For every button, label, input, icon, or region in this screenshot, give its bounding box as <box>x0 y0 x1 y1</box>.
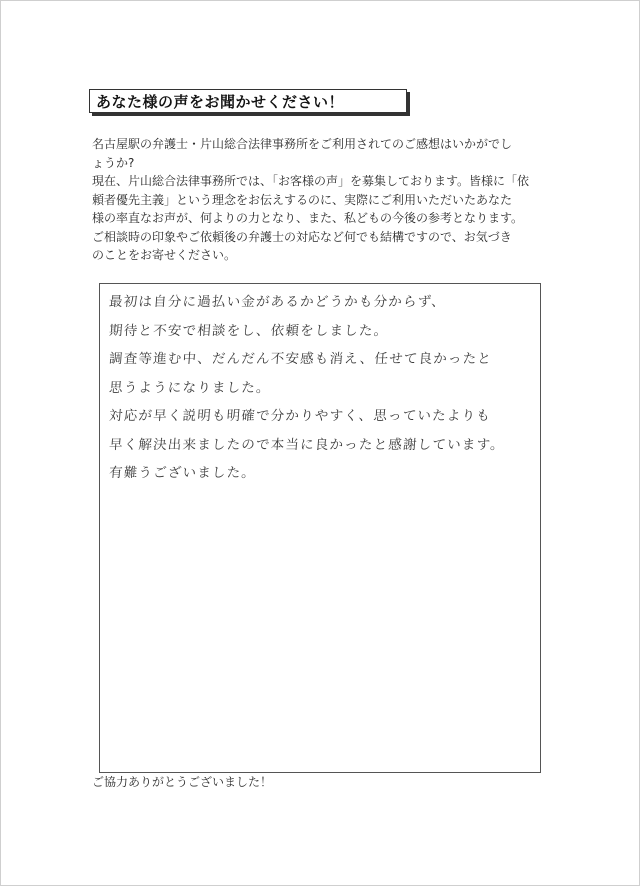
intro-line: ょうか? <box>92 155 135 170</box>
handwritten-line: 対応が早く説明も明確で分かりやすく、思っていたよりも <box>108 408 492 424</box>
closing-note: ご協力ありがとうございました！ <box>92 775 273 789</box>
handwritten-line: 最初は自分に過払い金があるかどうかも分からず、 <box>108 294 447 310</box>
handwritten-line: 早く解決出来ましたので本当に良かったと感謝しています。 <box>108 436 506 453</box>
handwritten-comment <box>109 288 535 488</box>
intro-line: ご相談時の印象やご依頼後の弁護士の対応など何でも結構ですので、お気づき <box>92 229 512 244</box>
handwritten-line: 調査等進む中、だんだん不安感も消え、任せて良かったと <box>108 351 493 367</box>
handwritten-line: 思うようになりました。 <box>108 379 272 396</box>
heading-box <box>89 89 407 113</box>
intro-line: 頼者優先主義」という理念をお伝えするのに、実際にご利用いただいたあなた <box>92 192 513 207</box>
intro-paragraph <box>92 135 562 265</box>
handwritten-line: 期待と不安で相談をし、依頼をしました。 <box>108 322 389 339</box>
page-title: あなた様の声をお聞かせください！ <box>96 92 345 111</box>
intro-line: 名古屋駅の弁護士・片山総合法律事務所をご利用されてのご感想はいかがでし <box>92 137 513 151</box>
intro-line: のことをお寄せください。 <box>92 248 237 262</box>
intro-line: 様の率直なお声が、何よりの力となり、また、私どもの今後の参考となります。 <box>92 211 524 225</box>
intro-line: 現在、片山総合法律事務所では、「お客様の声」を募集しております。皆様に「依 <box>92 174 530 188</box>
handwritten-line: 有難うございました。 <box>108 465 257 481</box>
